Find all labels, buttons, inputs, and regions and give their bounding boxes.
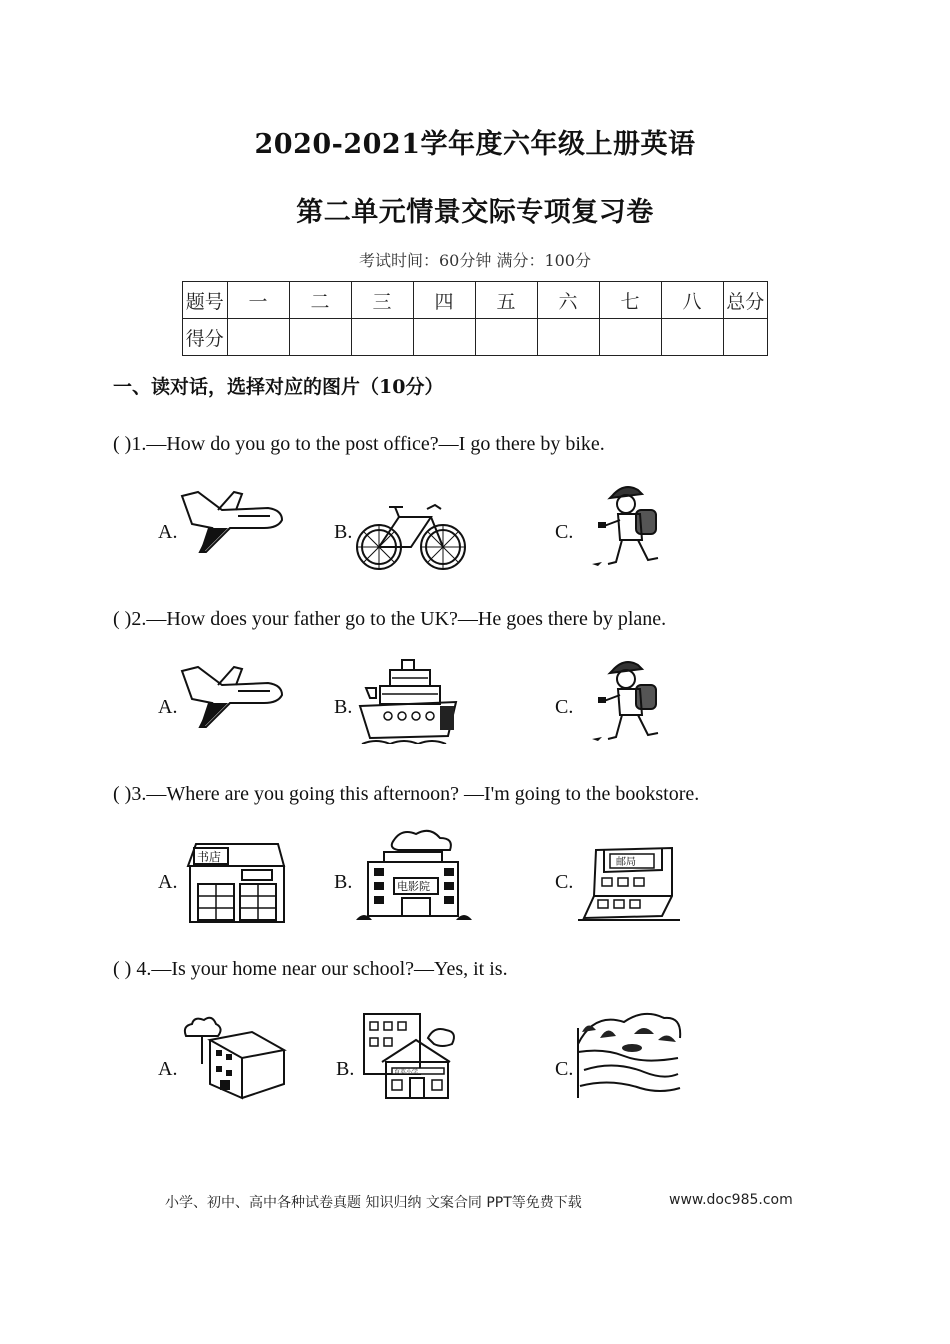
ship-icon (356, 658, 462, 744)
score-header-cell: 二 (289, 282, 351, 319)
option-c: C. (555, 871, 574, 893)
question-1: ( )1.—How do you go to the post office?—I go there by bike. (113, 433, 605, 455)
score-header-cell: 八 (661, 282, 723, 319)
score-cell[interactable] (537, 319, 599, 356)
bookstore-sign: 书店 (197, 850, 222, 864)
question-3: ( )3.—Where are you going this afternoon? —I'm going to the bookstore. (113, 783, 700, 805)
option-a: A. (158, 871, 178, 893)
option-c: C. (555, 1058, 574, 1080)
score-cell[interactable] (351, 319, 413, 356)
score-cell[interactable] (289, 319, 351, 356)
school-icon (358, 1010, 466, 1102)
score-header-cell: 三 (351, 282, 413, 319)
footer-url[interactable]: www.doc985.com (669, 1192, 793, 1208)
option-a: A. (158, 1058, 178, 1080)
score-cell[interactable] (661, 319, 723, 356)
park-icon (574, 1008, 684, 1100)
score-header-cell: 五 (475, 282, 537, 319)
bicycle-icon (355, 497, 467, 575)
exam-info: 考试时间：60分钟 满分：100分 (359, 251, 591, 270)
airplane-icon (178, 663, 286, 733)
score-cell[interactable] (723, 319, 768, 356)
option-c: C. (555, 696, 574, 718)
option-a: A. (158, 696, 178, 718)
airplane-icon (178, 488, 286, 558)
footer-text: 小学、初中、高中各种试卷真题 知识归纳 文案合同 PPT等免费下载 (165, 1195, 582, 1211)
score-header-cell: 四 (413, 282, 475, 319)
title-line-1: 2020-2021学年度六年级上册英语 (254, 129, 696, 160)
score-header-cell: 七 (599, 282, 661, 319)
walking-child-icon (586, 480, 670, 574)
score-table (182, 281, 768, 356)
score-header-cell: 六 (537, 282, 599, 319)
option-b: B. (334, 871, 353, 893)
question-4: ( ) 4.—Is your home near our school?—Yes, it is. (113, 958, 508, 980)
score-cell[interactable] (227, 319, 289, 356)
option-b: B. (334, 521, 353, 543)
bookstore-icon (184, 838, 288, 926)
option-c: C. (555, 521, 574, 543)
post-office-sign: 邮局 (616, 857, 636, 868)
section-1-title: 一、读对话，选择对应的图片（10分） (113, 376, 444, 398)
score-header-cell: 总分 (723, 282, 768, 319)
question-2: ( )2.—How does your father go to the UK?—He goes there by plane. (113, 608, 667, 630)
school-sign: 育英小学 (394, 1069, 419, 1076)
score-row-label: 得分 (183, 319, 228, 356)
cinema-sign: 电影院 (397, 880, 430, 893)
title-line-2: 第二单元情景交际专项复习卷 (296, 197, 654, 228)
post-office-icon (576, 840, 682, 924)
option-b: B. (336, 1058, 355, 1080)
option-b: B. (334, 696, 353, 718)
option-a: A. (158, 521, 178, 543)
score-cell[interactable] (475, 319, 537, 356)
score-table-header-row (183, 282, 768, 319)
score-table-score-row (183, 319, 768, 356)
score-header-cell: 题号 (183, 282, 228, 319)
score-cell[interactable] (413, 319, 475, 356)
score-header-cell: 一 (227, 282, 289, 319)
house-icon (180, 1014, 288, 1100)
walking-child-icon (586, 655, 670, 749)
score-cell[interactable] (599, 319, 661, 356)
cinema-icon (354, 828, 474, 924)
